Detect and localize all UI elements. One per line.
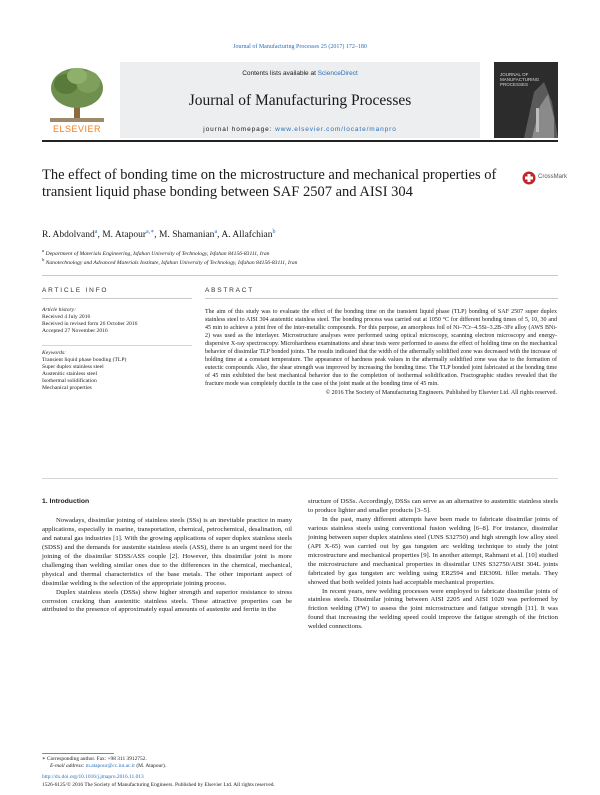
abstract-heading: ABSTRACT [205, 287, 255, 294]
cover-artwork-icon [494, 62, 558, 138]
author-name[interactable]: M. Atapour [102, 230, 147, 241]
article-info-rule [42, 298, 192, 299]
contents-prefix: Contents lists available at [242, 70, 318, 77]
elsevier-tree-logo [42, 62, 112, 124]
body-paragraph: In the past, many different attempts have been made to fabricate dissimilar joints of various stainless steels using conventional fusion welding [6–8]. For instance, dissimilar joining between super duplex stainless steel (UNS S32750) and high strength low alloy steel (API X-65) was carried out by gas tungsten arc welding technique to study the joint microstructure and mechanical properties [9]. In another attempt, Rahmani et al. [10] studied the microstructure and mechanical properties in dissimilar UNS S32750/AISI 304L joints fabricated by gas tungsten arc welding using ER2594 and ER309L filler metals. They showed that both welded joints had acceptable mechanical properties. [308, 515, 558, 586]
article-title: The effect of bonding time on the microstructure and mechanical properties of transient liquid phase bonding between SAF 2507 and AISI 304 [42, 167, 497, 200]
author-name[interactable]: A. Allafchian [221, 230, 273, 241]
author-list [42, 228, 558, 240]
body-paragraph: In recent years, new welding processes were employed to fabricate dissimilar joints of stainless steels. Dissimilar joining between AISI 2205 and AISI 1020 was performed by friction welding (FW) to assess the joint microstructure and fatigue strength [11]. It was found that increasing the welding speed could improve the fatigue strength of the friction welded connections. [308, 587, 558, 631]
affiliation-a [42, 248, 558, 257]
affiliation-b [42, 257, 558, 266]
revised-date: Received in revised form 26 October 2016 [42, 320, 138, 327]
keyword-item: Mechanical properties [42, 384, 92, 391]
masthead-rule [42, 140, 558, 142]
sciencedirect-link[interactable]: ScienceDirect [317, 70, 358, 77]
received-date: Received 4 July 2016 [42, 313, 91, 320]
keyword-item: Transient liquid phase bonding (TLP) [42, 356, 127, 363]
keywords-heading: Keywords: [42, 350, 67, 356]
email-note [42, 763, 302, 770]
accepted-date: Accepted 27 November 2016 [42, 327, 108, 334]
body-paragraph: Nowadays, dissimilar joining of stainless steels (SSs) is an inevitable practice in many applications, especially in marine, transportation, chemical, petrochemical, desalination, oil and natural gas industries [1]. With the growing applications of super duplex stainless steels (SDSS) and the demands for austenite stainless steels (ASS), there is an urgent need for the joining of the dissimilar SDSS/ASS couple [2]. However, this dissimilar joint is more challenging than welding similar ones due to the differences in the chemical, mechanical, physical and thermal characteristics of the base metals. The other important aspect of dissimilar welding is the selection of the appropriate joining process. [42, 516, 292, 587]
abstract-bottom-rule [42, 478, 558, 479]
crossmark-label: CrossMark [538, 174, 568, 180]
corresponding-author-note: ∗ Corresponding author. Fax: +98 311 3912752. [42, 756, 147, 762]
author-separator: , [217, 230, 222, 241]
keyword-item: Isothermal solidification [42, 377, 97, 384]
homepage-link[interactable]: www.elsevier.com/locate/manpro [275, 126, 397, 133]
article-history [42, 307, 192, 335]
email-suffix: (M. Atapour). [135, 762, 167, 769]
keyword-item: Austenitic stainless steel [42, 370, 97, 377]
author-name[interactable]: M. Shamanian [159, 230, 215, 241]
elsevier-wordmark: ELSEVIER [52, 124, 102, 134]
article-info-heading: ARTICLE INFO [42, 287, 109, 294]
author-name[interactable]: R. Abdolvand [42, 230, 95, 241]
info-divider [42, 345, 192, 346]
author-affiliation-mark[interactable]: a [214, 229, 218, 235]
body-paragraph: Duplex stainless steels (DSSs) show higher strength and superior resistance to stress corrosion cracking than austenitic stainless steels. These attractive properties can be attributed to the presence of approximately equal amounts of austenite and ferrite in the [42, 588, 292, 614]
crossmark-button[interactable] [522, 171, 568, 185]
journal-name: Journal of Manufacturing Processes [188, 92, 412, 109]
history-heading: Article history: [42, 307, 77, 313]
cover-title: JOURNAL OF MANUFACTURING PROCESSES [500, 72, 540, 88]
abstract-text: The aim of this study was to evaluate the effect of the bonding time on the transient liquid phase (TLP) bonding of SAF 2507 super duplex stainless steel to AISI 304 austenitic stainless steel. The bonding process was carried out at 1050 °C for different bonding times of 5, 10, 30 and 45 min to achieve a joint free of the inter-metallic compounds. For this purpose, an amorphous foil of Ni–7Cr–4.5Si–3.2B–3Fe alloy (AWS BNi-2) was used as the interlayer. Microstructure analyses were performed using optical microscopy, scanning electron microscopy and energy-dispersive X-ray spectroscopy. Microhardness examinations and shear tests were performed to assess the effect of holding time on the mechanical behavior of dissimilar TLP bonded joints. The results indicated that the width of the athermally solidified zone was decreased with the increase of holding time at a constant temperature. The appearance of hardness peak values in the athermally solidified zone was due to the formation of eutectic compounds. Also, the shear strength was improved by increasing the bonding time. The TLP bonded joint fabricated at the bonding time of 45 min exhibited the best mechanical behavior due to the completion of isothermal solidification. Fractographic studies revealed that the fracture mode was completely ductile in the case of the joint made at the bonding time of 45 min. [205, 309, 557, 388]
contents-line [120, 70, 480, 77]
author-separator: , [97, 230, 103, 241]
abstract-rule [205, 298, 558, 299]
homepage-prefix: journal homepage: [203, 126, 276, 133]
issn-line: 1526-6125/© 2016 The Society of Manufacturing Engineers. Published by Elsevier Ltd. All rights reserved. [42, 782, 275, 788]
crossmark-icon [522, 171, 536, 185]
author-separator: , [154, 230, 160, 241]
doi-link[interactable]: http://dx.doi.org/10.1016/j.jmapro.2016.11.013 [42, 774, 144, 780]
affiliation-text: Nanotechnology and Advanced Materials Institute, Isfahan University of Technology, Isfahan 84156-83111, Iran [45, 259, 298, 266]
journal-homepage-line [120, 126, 480, 133]
affiliation-mark: b [42, 257, 45, 262]
email-label: E-mail address: [50, 762, 86, 769]
affiliation-text: Department of Materials Engineering, Isfahan University of Technology, Isfahan 84156-83111, Iran [45, 250, 270, 257]
introduction-heading: 1. Introduction [42, 498, 90, 505]
author-affiliation-mark[interactable]: a,∗ [146, 229, 155, 235]
journal-reference[interactable]: Journal of Manufacturing Processes 25 (2017) 172–180 [233, 44, 367, 50]
footnote-rule [42, 753, 114, 754]
abstract-copyright: © 2016 The Society of Manufacturing Engineers. Published by Elsevier Ltd. All rights reserved. [325, 390, 557, 397]
body-column-right [308, 498, 558, 632]
affiliation-mark: a [42, 248, 45, 253]
footnotes [42, 756, 302, 770]
keyword-item: Super duplex stainless steel [42, 363, 104, 370]
abstract-body [205, 308, 557, 398]
body-column-left [42, 498, 292, 615]
keywords-block [42, 350, 192, 391]
author-affiliation-mark[interactable]: a [94, 229, 98, 235]
email-link[interactable]: m.atapour@cc.iut.ac.ir [85, 762, 136, 769]
section-divider [42, 275, 558, 276]
author-affiliation-mark[interactable]: b [272, 229, 276, 235]
journal-cover-thumbnail [494, 62, 558, 138]
body-paragraph: structure of DSSs. Accordingly, DSSs can serve as an alternative to austenitic stainless steels to produce lighter and smaller products [3–5]. [308, 498, 558, 514]
